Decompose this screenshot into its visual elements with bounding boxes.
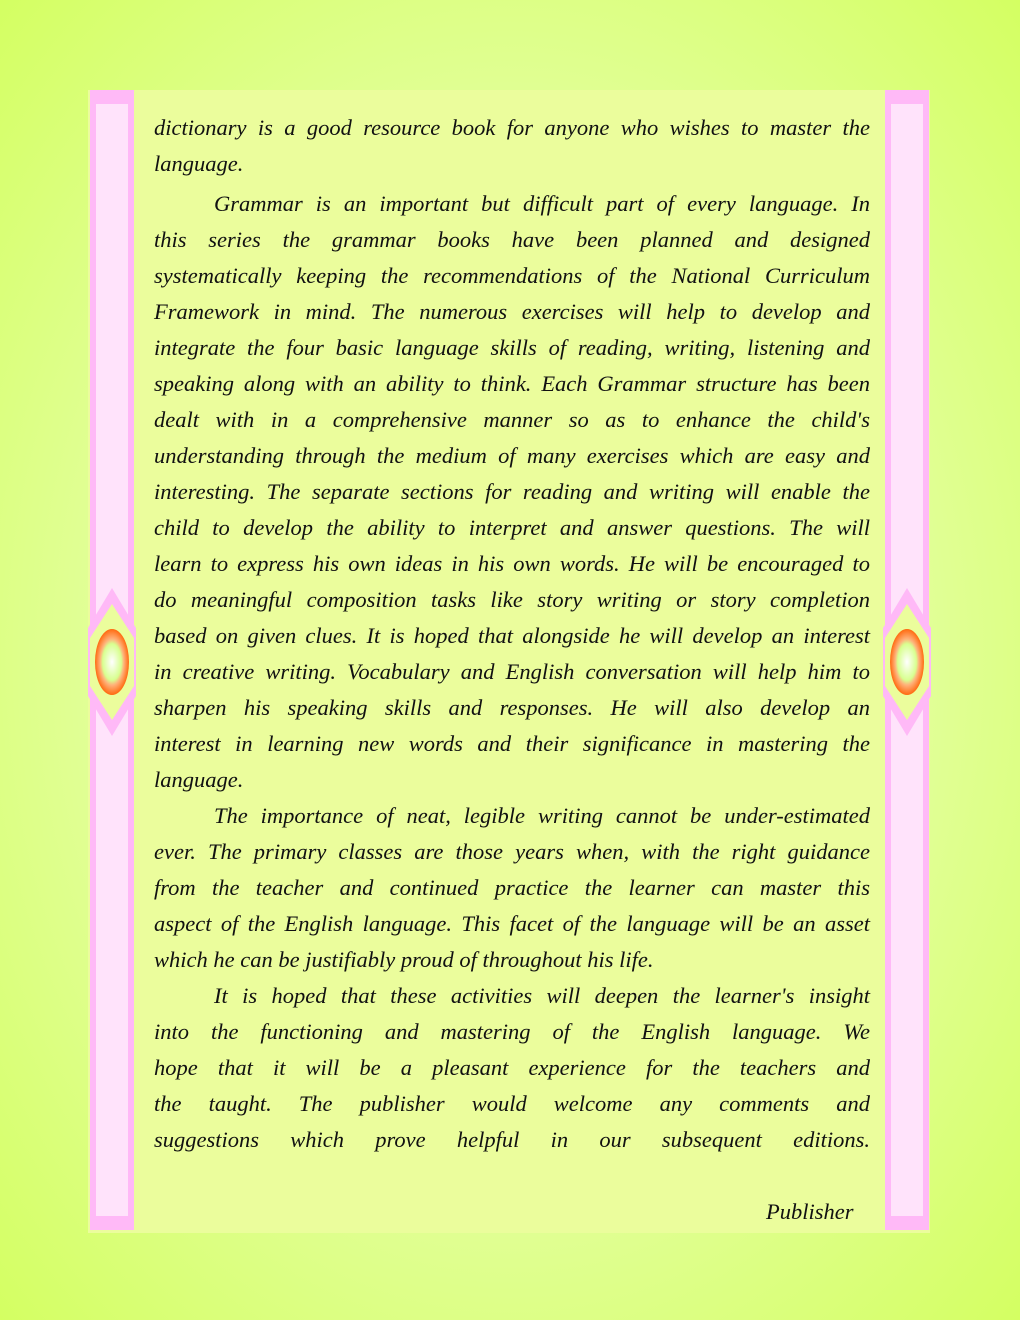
gem-ornament-icon xyxy=(88,588,136,736)
text-line: integrate the four basic language skills of reading, writing, listening and xyxy=(154,335,870,360)
text-line: The importance of neat, legible writing cannot be under-estimated xyxy=(214,803,870,828)
text-line: into the functioning and mastering of the English language. We xyxy=(154,1019,870,1044)
signature: Publisher xyxy=(766,1199,854,1224)
text-line: aspect of the English language. This facet of the language will be an asset xyxy=(154,911,870,936)
text-line: Framework in mind. The numerous exercises will help to develop and xyxy=(154,299,870,324)
text-line: in creative writing. Vocabulary and English conversation will help him to xyxy=(154,659,870,684)
text-line: the taught. The publisher would welcome any comments and xyxy=(154,1091,870,1116)
text-line: ever. The primary classes are those years when, with the right guidance xyxy=(154,839,870,864)
text-line: which he can be justifiably proud of throughout his life. xyxy=(154,947,654,972)
text-line: systematically keeping the recommendations of the National Curriculum xyxy=(154,263,870,288)
text-line: child to develop the ability to interpret and answer questions. The will xyxy=(154,515,870,540)
text-line: speaking along with an ability to think. Each Grammar structure has been xyxy=(154,371,870,396)
text-line: learn to express his own ideas in his own words. He will be encouraged to xyxy=(154,551,870,576)
paragraph xyxy=(154,186,870,798)
text-line: interesting. The separate sections for reading and writing will enable the xyxy=(154,479,870,504)
paragraph xyxy=(154,978,870,1158)
right-border-pillar xyxy=(885,90,929,1230)
text-line: It is hoped that these activities will deepen the learner's insight xyxy=(214,983,870,1008)
text-line: based on given clues. It is hoped that alongside he will develop an interest xyxy=(154,623,870,648)
text-line: from the teacher and continued practice the learner can master this xyxy=(154,875,870,900)
text-line: Grammar is an important but difficult part of every language. In xyxy=(214,191,870,216)
text-line: interest in learning new words and their significance in mastering the xyxy=(154,731,870,756)
text-line: this series the grammar books have been planned and designed xyxy=(154,227,870,252)
text-line: hope that it will be a pleasant experience for the teachers and xyxy=(154,1055,870,1080)
gem-ornament-icon xyxy=(883,588,931,736)
text-line: language. xyxy=(154,767,244,792)
text-line: dictionary is a good resource book for anyone who wishes to master the xyxy=(154,115,870,140)
paragraph xyxy=(154,110,870,182)
left-border-pillar xyxy=(90,90,134,1230)
body-text xyxy=(154,110,870,1158)
text-line: language. xyxy=(154,151,244,176)
text-line: suggestions which prove helpful in our subsequent editions. xyxy=(154,1127,870,1152)
text-line: understanding through the medium of many exercises which are easy and xyxy=(154,443,870,468)
text-line: do meaningful composition tasks like story writing or story completion xyxy=(154,587,870,612)
text-line: sharpen his speaking skills and responses. He will also develop an xyxy=(154,695,870,720)
paragraph xyxy=(154,798,870,978)
text-line: dealt with in a comprehensive manner so as to enhance the child's xyxy=(154,407,870,432)
